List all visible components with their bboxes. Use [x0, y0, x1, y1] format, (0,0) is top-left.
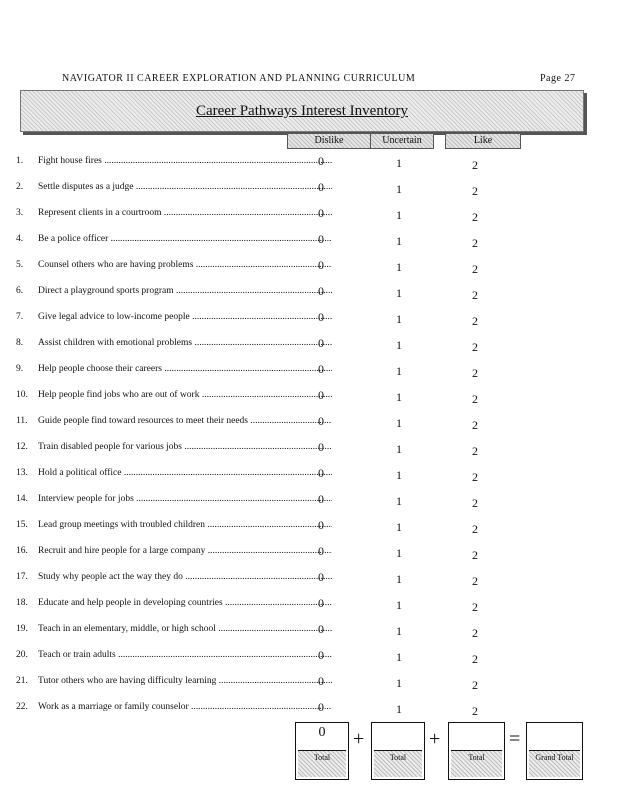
uncertain-option[interactable]: 1	[396, 260, 402, 274]
page-number: Page 27	[540, 73, 576, 84]
dislike-option[interactable]: 0	[318, 544, 324, 558]
curriculum-header: NAVIGATOR II CAREER EXPLORATION AND PLANNING CURRICULUM	[62, 73, 416, 84]
item-number: 21.	[16, 676, 28, 686]
item-text: Counsel others who are having problems .....	[38, 260, 332, 270]
uncertain-option[interactable]: 1	[396, 650, 402, 664]
dislike-option[interactable]: 0	[318, 414, 324, 428]
dislike-option[interactable]: 0	[318, 388, 324, 402]
item-text: Assist children with emotional problems .....	[38, 338, 332, 348]
uncertain-option[interactable]: 1	[396, 442, 402, 456]
item-number: 1.	[16, 156, 24, 166]
like-option[interactable]: 2	[472, 262, 478, 276]
item-text: Help people find jobs who are out of work .....	[38, 390, 332, 400]
uncertain-option[interactable]: 1	[396, 494, 402, 508]
item-text: Work as a marriage or family counselor .....	[38, 702, 332, 712]
item-number: 19.	[16, 624, 28, 634]
like-total-box[interactable]	[448, 722, 505, 780]
item-text: Help people choose their careers .....	[38, 364, 332, 374]
total-label: Total	[374, 750, 422, 777]
item-number: 10.	[16, 390, 28, 400]
dislike-option[interactable]: 0	[318, 336, 324, 350]
uncertain-total-box[interactable]	[371, 722, 425, 780]
dislike-option[interactable]: 0	[318, 648, 324, 662]
like-option[interactable]: 2	[472, 626, 478, 640]
uncertain-option[interactable]: 1	[396, 182, 402, 196]
item-text: Teach or train adults .....	[38, 650, 332, 660]
uncertain-option[interactable]: 1	[396, 312, 402, 326]
item-text: Tutor others who are having difficulty learning .....	[38, 676, 332, 686]
dislike-option[interactable]: 0	[318, 440, 324, 454]
plus-sign: +	[353, 728, 365, 750]
equals-sign: =	[509, 728, 521, 750]
item-text: Be a police officer .....	[38, 234, 332, 244]
inventory-banner	[20, 90, 584, 132]
dislike-option[interactable]: 0	[318, 596, 324, 610]
like-option[interactable]: 2	[472, 236, 478, 250]
item-number: 4.	[16, 234, 24, 244]
item-number: 14.	[16, 494, 28, 504]
like-option[interactable]: 2	[472, 210, 478, 224]
uncertain-option[interactable]: 1	[396, 390, 402, 404]
like-option[interactable]: 2	[472, 366, 478, 380]
uncertain-option[interactable]: 1	[396, 546, 402, 560]
item-text: Represent clients in a courtroom .....	[38, 208, 332, 218]
item-text: Hold a political office .....	[38, 468, 332, 478]
like-option[interactable]: 2	[472, 392, 478, 406]
item-text: Educate and help people in developing countries .....	[38, 598, 332, 608]
dislike-total-value: 0	[318, 725, 326, 740]
grand-total-label: Grand Total	[529, 750, 580, 777]
item-number: 18.	[16, 598, 28, 608]
uncertain-option[interactable]: 1	[396, 156, 402, 170]
like-option[interactable]: 2	[472, 184, 478, 198]
item-number: 17.	[16, 572, 28, 582]
item-number: 2.	[16, 182, 24, 192]
item-text: Fight house fires .....	[38, 156, 332, 166]
uncertain-option[interactable]: 1	[396, 208, 402, 222]
uncertain-option[interactable]: 1	[396, 364, 402, 378]
dislike-option[interactable]: 0	[318, 570, 324, 584]
item-number: 13.	[16, 468, 28, 478]
like-option[interactable]: 2	[472, 522, 478, 536]
uncertain-option[interactable]: 1	[396, 338, 402, 352]
uncertain-option[interactable]: 1	[396, 702, 402, 716]
dislike-option[interactable]: 0	[318, 258, 324, 272]
dislike-option[interactable]: 0	[318, 154, 324, 168]
item-number: 16.	[16, 546, 28, 556]
grand-total-box[interactable]	[526, 722, 583, 780]
dislike-option[interactable]: 0	[318, 492, 324, 506]
like-option[interactable]: 2	[472, 158, 478, 172]
dislike-option[interactable]: 0	[318, 180, 324, 194]
column-header-uncertain: Uncertain	[370, 133, 434, 149]
like-option[interactable]: 2	[472, 496, 478, 510]
dislike-option[interactable]: 0	[318, 518, 324, 532]
item-text: Guide people find toward resources to meet their needs .....	[38, 416, 332, 426]
uncertain-option[interactable]: 1	[396, 416, 402, 430]
uncertain-option[interactable]: 1	[396, 676, 402, 690]
dislike-option[interactable]: 0	[318, 310, 324, 324]
like-option[interactable]: 2	[472, 574, 478, 588]
dislike-option[interactable]: 0	[318, 622, 324, 636]
item-text: Give legal advice to low-income people .....	[38, 312, 332, 322]
total-label: Total	[298, 750, 346, 777]
column-header-dislike: Dislike	[287, 133, 371, 149]
dislike-total-box[interactable]	[295, 722, 349, 780]
total-label: Total	[451, 750, 502, 777]
dislike-option[interactable]: 0	[318, 206, 324, 220]
item-number: 8.	[16, 338, 24, 348]
inventory-title: Career Pathways Interest Inventory	[195, 103, 408, 119]
plus-sign: +	[429, 728, 441, 750]
dislike-option[interactable]: 0	[318, 284, 324, 298]
like-option[interactable]: 2	[472, 652, 478, 666]
dislike-option[interactable]: 0	[318, 674, 324, 688]
uncertain-option[interactable]: 1	[396, 520, 402, 534]
item-number: 12.	[16, 442, 28, 452]
item-number: 20.	[16, 650, 28, 660]
like-option[interactable]: 2	[472, 340, 478, 354]
item-number: 9.	[16, 364, 24, 374]
item-number: 5.	[16, 260, 24, 270]
item-text: Lead group meetings with troubled children .....	[38, 520, 332, 530]
column-header-like: Like	[445, 133, 521, 149]
dislike-option[interactable]: 0	[318, 700, 324, 714]
item-number: 6.	[16, 286, 24, 296]
dislike-option[interactable]: 0	[318, 232, 324, 246]
like-option[interactable]: 2	[472, 678, 478, 692]
like-option[interactable]: 2	[472, 444, 478, 458]
like-option[interactable]: 2	[472, 548, 478, 562]
item-text: Settle disputes as a judge .....	[38, 182, 332, 192]
item-number: 3.	[16, 208, 24, 218]
dislike-option[interactable]: 0	[318, 362, 324, 376]
item-text: Teach in an elementary, middle, or high school .....	[38, 624, 332, 634]
item-number: 15.	[16, 520, 28, 530]
uncertain-option[interactable]: 1	[396, 598, 402, 612]
like-option[interactable]: 2	[472, 418, 478, 432]
dislike-option[interactable]: 0	[318, 466, 324, 480]
uncertain-option[interactable]: 1	[396, 234, 402, 248]
item-text: Interview people for jobs .....	[38, 494, 332, 504]
item-text: Study why people act the way they do .....	[38, 572, 332, 582]
like-option[interactable]: 2	[472, 288, 478, 302]
item-number: 11.	[16, 416, 28, 426]
uncertain-option[interactable]: 1	[396, 624, 402, 638]
uncertain-option[interactable]: 1	[396, 286, 402, 300]
item-text: Train disabled people for various jobs .....	[38, 442, 332, 452]
item-text: Direct a playground sports program .....	[38, 286, 332, 296]
like-option[interactable]: 2	[472, 600, 478, 614]
item-number: 22.	[16, 702, 28, 712]
uncertain-option[interactable]: 1	[396, 468, 402, 482]
like-option[interactable]: 2	[472, 704, 478, 718]
uncertain-option[interactable]: 1	[396, 572, 402, 586]
like-option[interactable]: 2	[472, 314, 478, 328]
item-number: 7.	[16, 312, 24, 322]
like-option[interactable]: 2	[472, 470, 478, 484]
item-text: Recruit and hire people for a large company .....	[38, 546, 332, 556]
